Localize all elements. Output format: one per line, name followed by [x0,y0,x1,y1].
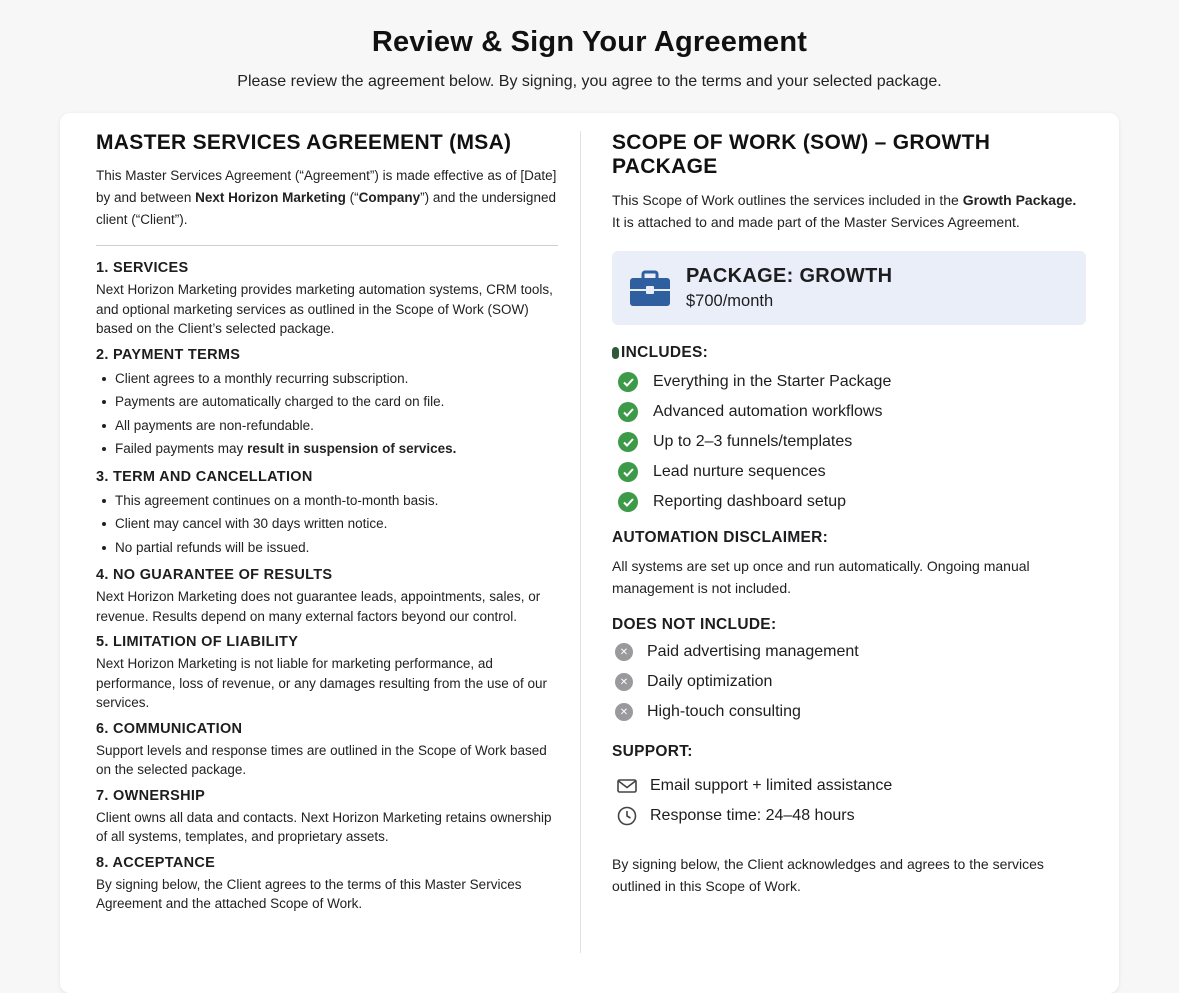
section-heading: 5. LIMITATION OF LIABILITY [96,634,299,650]
section-text: By signing below, the Client agrees to the terms of this Master Services Agreement and the attached Scope of Work. [96,876,522,911]
msa-section-services [96,260,558,339]
excludes-list [612,637,1086,727]
excludes-heading: DOES NOT INCLUDE: [612,616,777,633]
list-item: No partial refunds will be issued. [96,536,558,560]
sow-column [612,131,1086,897]
list-item [612,487,1086,517]
sow-heading: SCOPE OF WORK (SOW) – GROWTH PACKAGE [612,131,991,178]
section-heading: 2. PAYMENT TERMS [96,346,241,363]
clock-icon [616,805,638,827]
check-icon [618,372,638,392]
support-list [612,771,1086,831]
msa-section-liability [96,634,558,713]
msa-intro [96,165,558,231]
section-heading: 3. TERM AND CANCELLATION [96,468,313,485]
list-item [612,667,1086,697]
section-text: Client owns all data and contacts. Next Horizon Marketing retains ownership of all systems, templates, and proprietary assets. [96,809,552,844]
includes-list [612,367,1086,517]
msa-intro-text-2: (“ [345,190,359,205]
sow-intro [612,189,1086,233]
check-icon [618,492,638,512]
page-title: Review & Sign Your Agreement [371,26,808,58]
page-header [0,0,1179,91]
sow-closing-text: By signing below, the Client acknowledges and agrees to the services outlined in this Scope of Work. [612,856,1044,894]
section-text: Next Horizon Marketing is not liable for marketing performance, ad performance, loss of revenue, or any damages resulting from the use of our services. [96,656,547,710]
package-price: $700/month [686,292,774,310]
sow-intro-text-2: It is attached to and made part of the Master Services Agreement. [612,214,1020,230]
list-item [96,437,558,461]
list-item [612,457,1086,487]
msa-section-communication [96,721,558,780]
list-item-bold: result in suspension of services. [247,441,457,456]
x-circle-icon: ✕ [615,643,633,661]
list-item-text: Up to 2–3 funnels/templates [653,433,853,450]
includes-heading [612,344,1086,362]
package-title: PACKAGE: GROWTH [686,265,893,287]
msa-section-ownership [96,788,558,847]
pill-icon [612,347,619,359]
sow-intro-bold: Growth Package. [962,192,1077,208]
page-subtitle: Please review the agreement below. By signing, you agree to the terms and your selected package. [237,73,942,90]
msa-section-term-cancellation [96,469,558,560]
section-text: Next Horizon Marketing does not guarantee leads, appointments, sales, or revenue. Results depend on many external factors beyond our control. [96,589,541,624]
check-icon [618,462,638,482]
list-item-text: Daily optimization [647,673,773,690]
list-item: Client may cancel with 30 days written notice. [96,512,558,536]
section-heading: 6. COMMUNICATION [96,720,243,737]
list-item-text: Failed payments may [115,441,248,456]
list-item [612,397,1086,427]
support-heading: SUPPORT: [612,743,693,760]
list-item [612,801,1086,831]
list-item [612,637,1086,667]
disclaimer-heading: AUTOMATION DISCLAIMER: [612,529,829,546]
list-item-text: Everything in the Starter Package [653,373,892,390]
list-item-text: Email support + limited assistance [650,777,893,794]
list-item [612,697,1086,727]
x-circle-icon: ✕ [615,673,633,691]
msa-intro-company-short: Company [358,190,421,205]
sow-intro-text: This Scope of Work outlines the services included in the [612,192,963,208]
list-item: All payments are non-refundable. [96,414,558,438]
list-item [612,367,1086,397]
list-item [612,771,1086,801]
list-item-text: Advanced automation workflows [653,403,883,420]
list-item-text: Reporting dashboard setup [653,493,847,510]
list-item: Payments are automatically charged to the card on file. [96,390,558,414]
section-heading: 8. ACCEPTANCE [96,854,216,871]
includes-heading-text: INCLUDES: [621,344,709,361]
column-divider [580,131,581,953]
package-box [612,251,1086,325]
msa-section-no-guarantee [96,567,558,626]
list-item-text: Paid advertising management [647,643,859,660]
msa-divider [96,245,558,246]
check-icon [618,402,638,422]
disclaimer-text: All systems are set up once and run automatically. Ongoing manual management is not included. [612,558,1030,596]
msa-column [96,131,558,922]
list-item-text: Lead nurture sequences [653,463,826,480]
msa-intro-text-3: ”) and the undersigned client (“Client”). [96,190,556,227]
section-heading: 4. NO GUARANTEE OF RESULTS [96,567,333,583]
check-icon [618,432,638,452]
section-heading: 1. SERVICES [96,260,189,276]
msa-intro-company: Next Horizon Marketing [195,190,346,205]
list-item [612,427,1086,457]
msa-section-payment-terms [96,347,558,461]
briefcase-icon [628,268,672,308]
section-text: Support levels and response times are outlined in the Scope of Work based on the selected package. [96,742,547,777]
agreement-card [60,113,1119,993]
list-item-text: Response time: 24–48 hours [650,807,855,824]
x-circle-icon: ✕ [615,703,633,721]
msa-section-acceptance [96,855,558,914]
section-heading: 7. OWNERSHIP [96,787,206,804]
list-item: Client agrees to a monthly recurring subscription. [96,367,558,391]
msa-heading: MASTER SERVICES AGREEMENT (MSA) [96,131,512,154]
section-text: Next Horizon Marketing provides marketing automation systems, CRM tools, and optional marketing services as outlined in the Scope of Work (SOW) based on the Client’s selected package. [96,282,553,336]
envelope-icon [616,775,638,797]
msa-intro-text: This Master Services Agreement (“Agreement”) is made effective as of [Date] by and between [96,168,557,205]
list-item: This agreement continues on a month-to-month basis. [96,489,558,513]
list-item-text: High-touch consulting [647,703,801,720]
